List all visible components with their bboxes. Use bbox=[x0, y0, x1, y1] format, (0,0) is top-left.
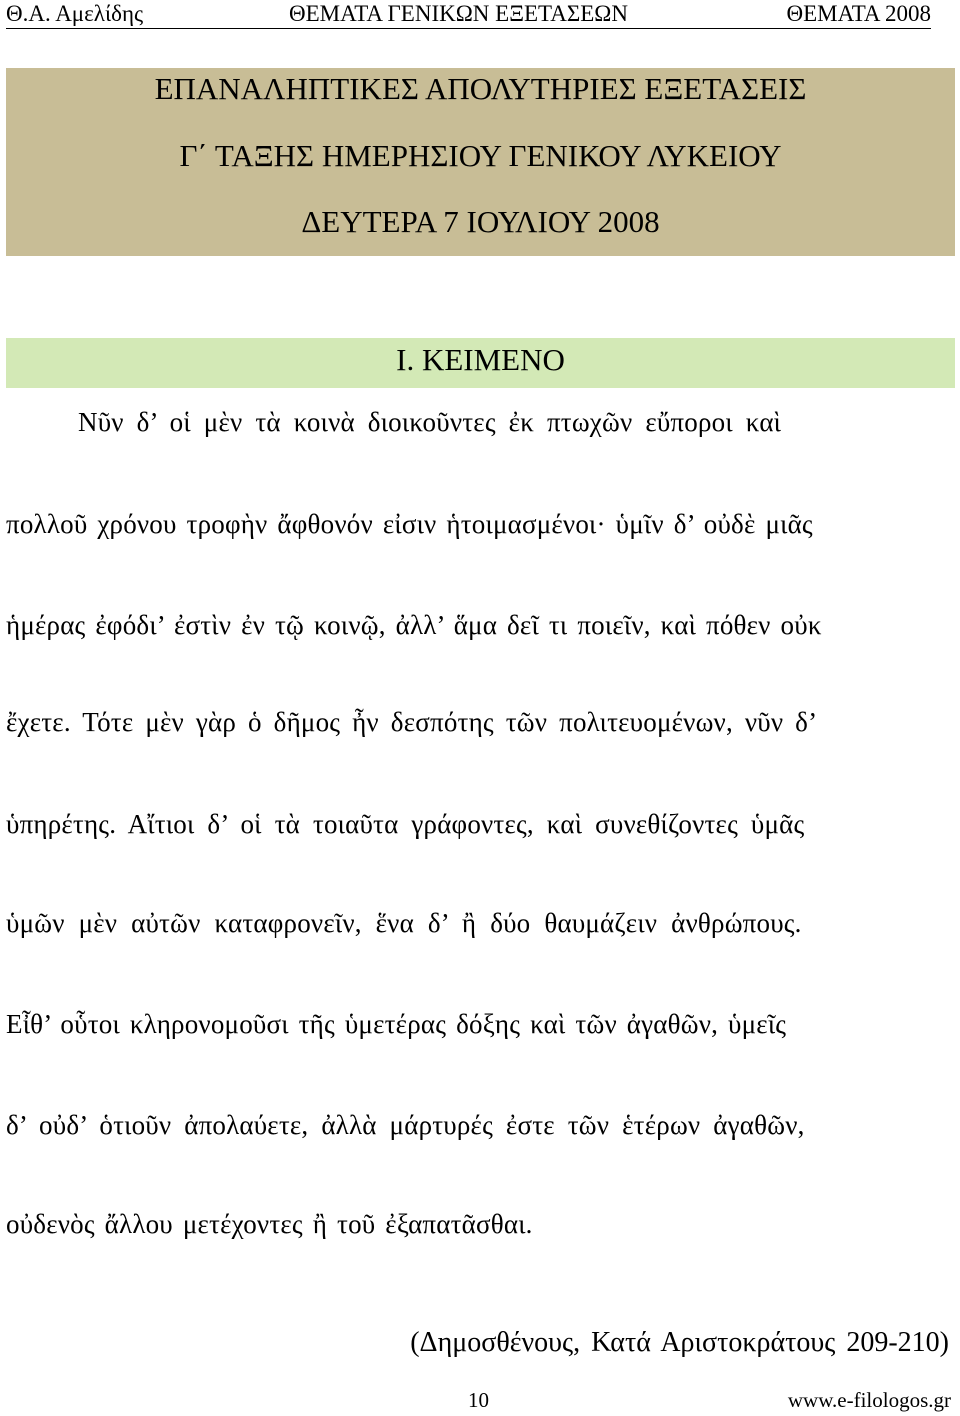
header-author: Θ.Α. Αμελίδης bbox=[6, 1, 144, 26]
section-header-box bbox=[6, 338, 955, 388]
page-number: 10 bbox=[468, 1388, 489, 1412]
page-header bbox=[6, 0, 931, 29]
text-line-8: δ’ οὐδ’ ὁτιοῦν ἀπολαύετε, ἀλλὰ μάρτυρές ἐστε τῶν ἑτέρων ἀγαθῶν, bbox=[6, 1110, 805, 1140]
header-right-title: ΘΕΜΑΤΑ 2008 bbox=[786, 1, 931, 26]
exam-title-line-1: ΕΠΑΝΑΛΗΠΤΙΚΕΣ ΑΠΟΛΥΤΗΡΙΕΣ ΕΞΕΤΑΣΕΙΣ bbox=[154, 71, 807, 106]
text-line-9: οὐδενὸς ἄλλου μετέχοντες ἢ τοῦ ἐξαπατᾶσθαι. bbox=[6, 1209, 533, 1239]
footer-website: www.e-filologos.gr bbox=[787, 1388, 951, 1412]
exam-date: ΔΕΥΤΕΡΑ 7 ΙΟΥΛΙΟΥ 2008 bbox=[301, 204, 660, 239]
text-line-4: ἔχετε. Τότε μὲν γὰρ ὁ δῆμος ἦν δεσπότης τῶν πολιτευομένων, νῦν δ’ bbox=[6, 707, 818, 737]
exam-title-box bbox=[6, 68, 955, 256]
header-center-title: ΘΕΜΑΤΑ ΓΕΝΙΚΩΝ ΕΞΕΤΑΣΕΩΝ bbox=[289, 1, 629, 26]
text-line-2: πολλοῦ χρόνου τροφὴν ἄφθονόν εἰσιν ἡτοιμασμένοι· ὑμῖν δ’ οὐδὲ μιᾶς bbox=[6, 509, 813, 539]
exam-title-line-2: Γ΄ ΤΑΞΗΣ ΗΜΕΡΗΣΙΟΥ ΓΕΝΙΚΟΥ ΛΥΚΕΙΟΥ bbox=[179, 138, 782, 173]
text-line-5: ὑπηρέτης. Αἴτιοι δ’ οἱ τὰ τοιαῦτα γράφοντες, καὶ συνεθίζοντες ὑμᾶς bbox=[6, 809, 805, 839]
section-title: Ι. ΚΕΙΜΕΝΟ bbox=[396, 342, 565, 377]
text-line-6: ὑμῶν μὲν αὐτῶν καταφρονεῖν, ἕνα δ’ ἢ δύο θαυμάζειν ἀνθρώπους. bbox=[6, 908, 802, 938]
text-line-7: Εἶθ’ οὗτοι κληρονομοῦσι τῆς ὑμετέρας δόξης καὶ τῶν ἀγαθῶν, ὑμεῖς bbox=[6, 1009, 787, 1039]
text-source-citation: (Δημοσθένους, Κατά Αριστοκράτους 209-210) bbox=[410, 1327, 949, 1358]
text-line-1: Νῦν δ’ οἱ μὲν τὰ κοινὰ διοικοῦντες ἐκ πτωχῶν εὔποροι καὶ bbox=[78, 407, 782, 437]
text-line-3: ἡμέρας ἐφόδι’ ἐστὶν ἐν τῷ κοινῷ, ἀλλ’ ἅμα δεῖ τι ποιεῖν, καὶ πόθεν οὐκ bbox=[6, 610, 822, 640]
